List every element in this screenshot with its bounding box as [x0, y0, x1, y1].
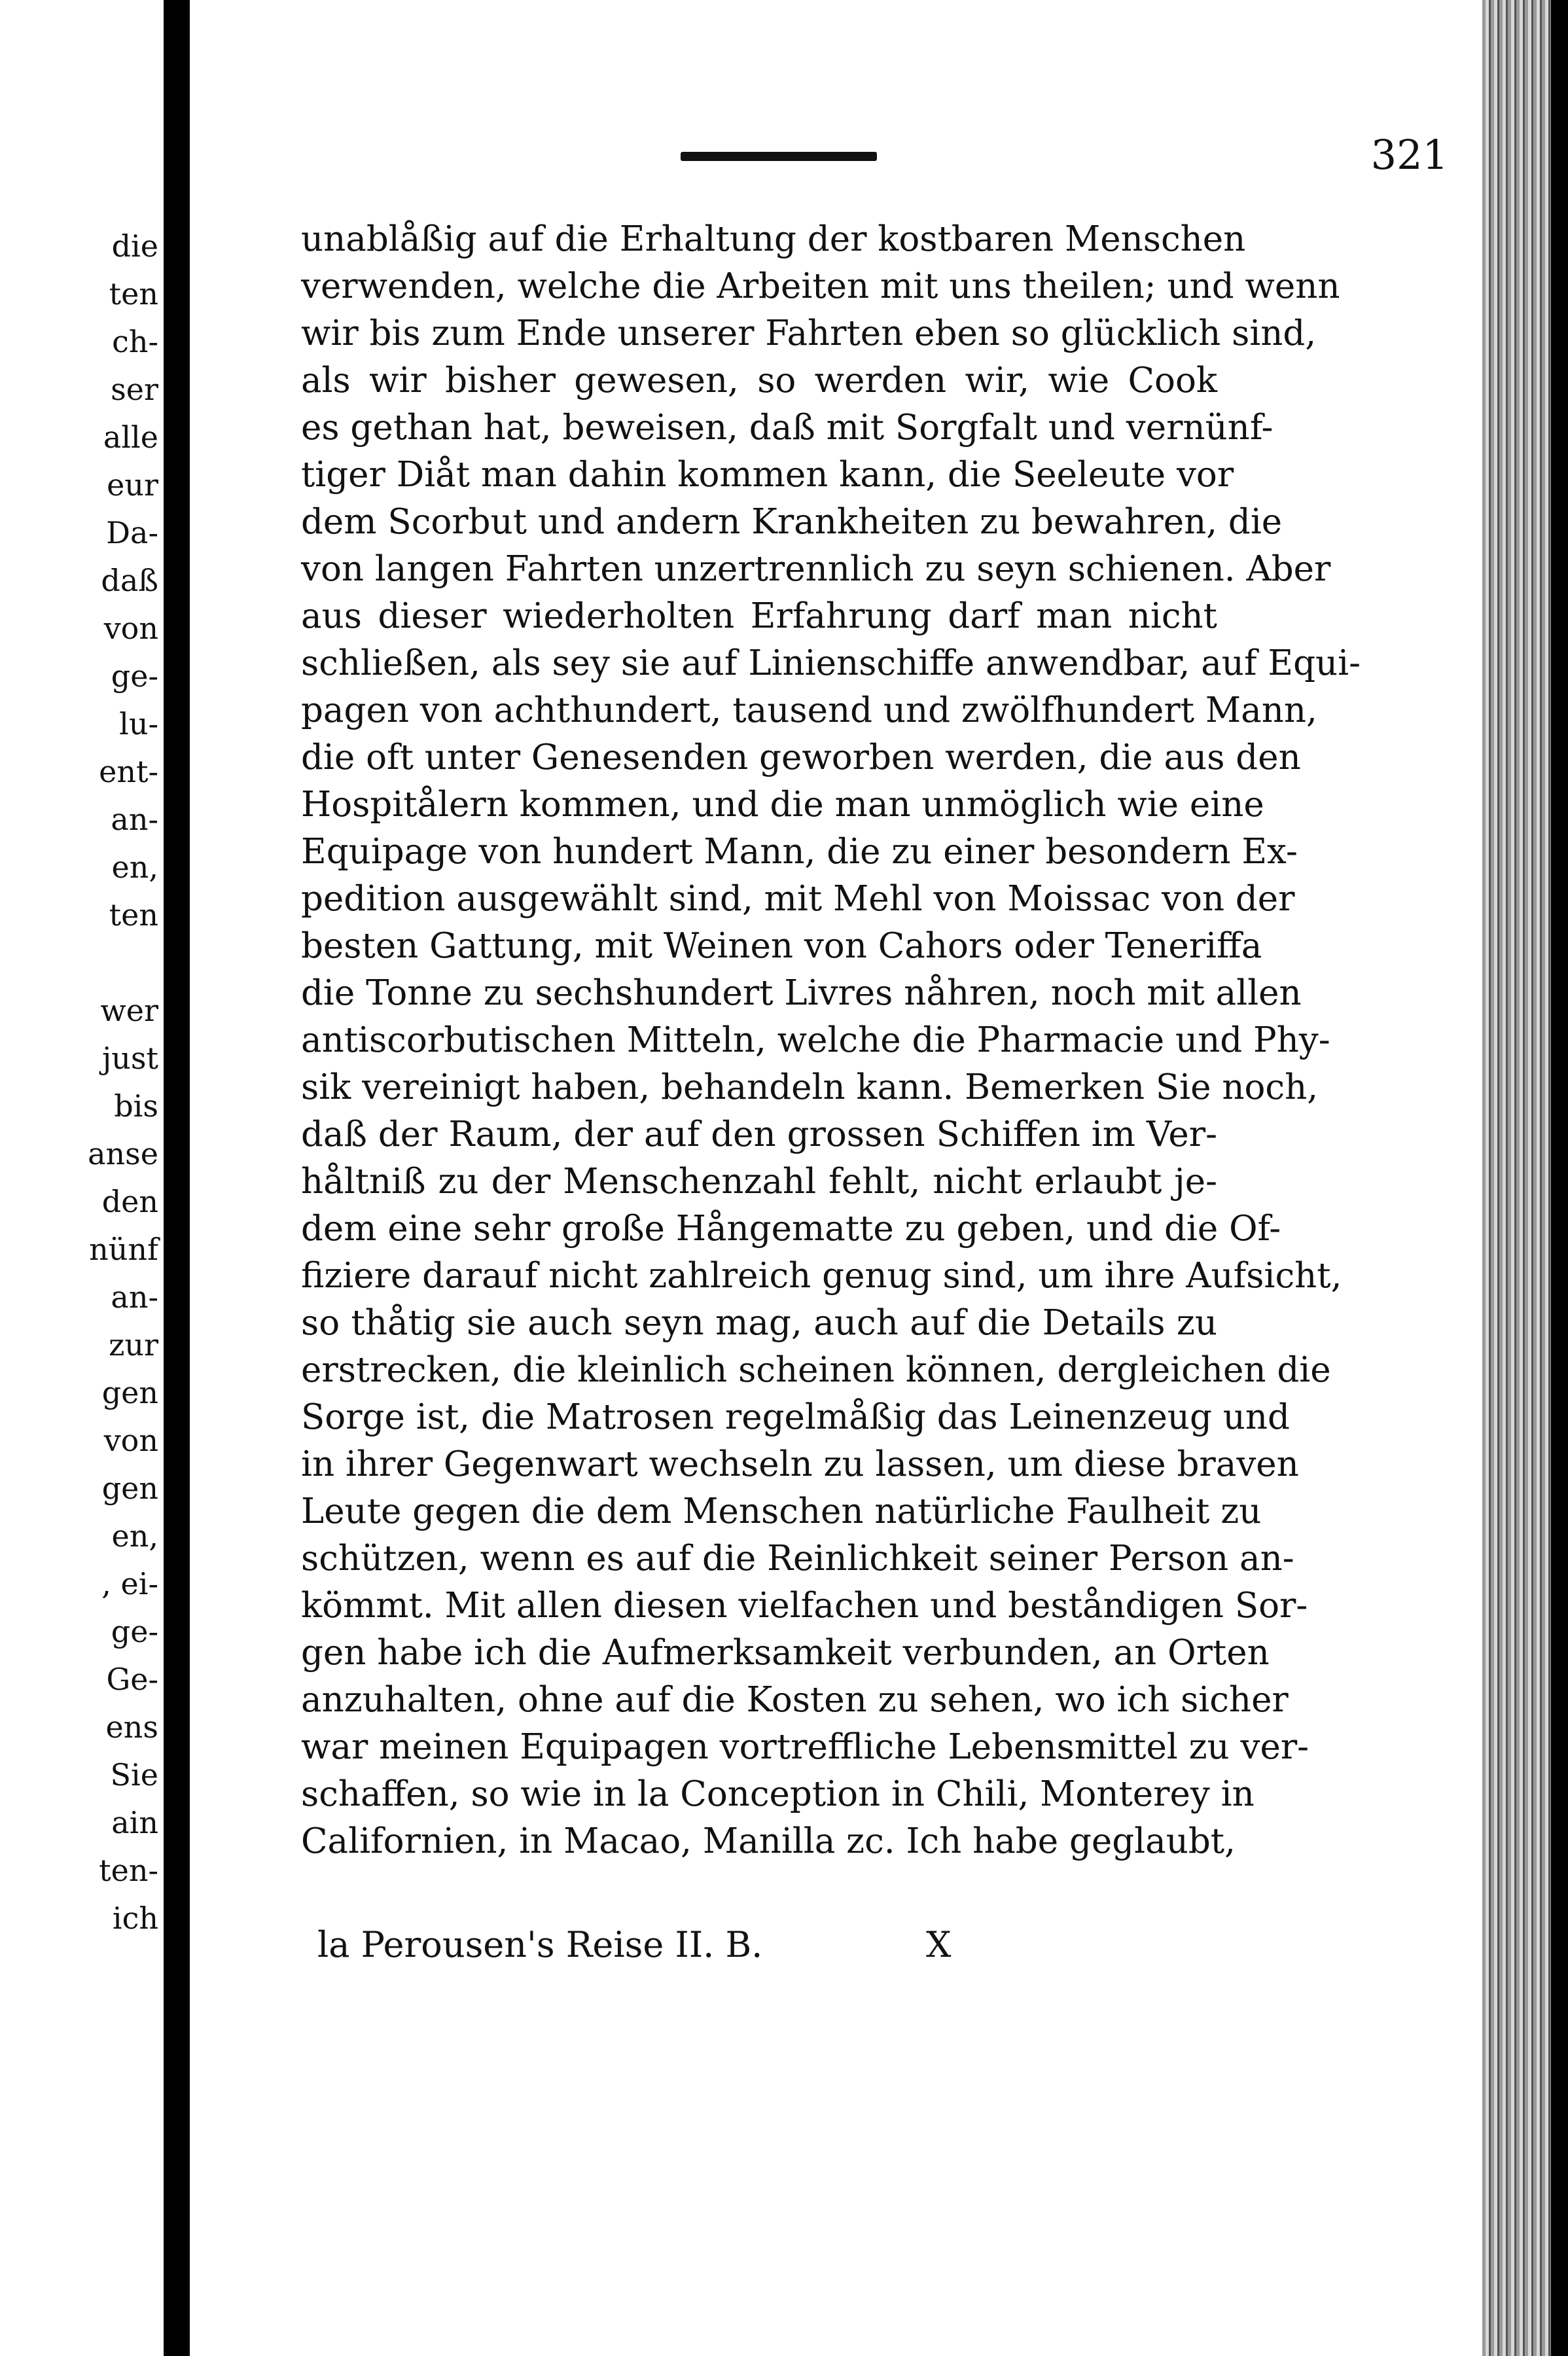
text-line: verwenden, welche die Arbeiten mit uns theilen; und wenn [301, 266, 1340, 306]
previous-page-text-fragments [0, 223, 158, 1942]
fragment-line: anse [88, 1136, 158, 1171]
fragment-line: ch- [112, 324, 158, 359]
fragment-line: den [101, 1184, 158, 1219]
fragment-line: en, [111, 1518, 158, 1554]
fragment-line: ser [111, 372, 158, 407]
fragment-line: alle [103, 419, 158, 455]
text-line: besten Gattung, mit Weinen von Cahors oder Teneriffa [301, 926, 1262, 966]
text-line: in ihrer Gegenwart wechseln zu lassen, um diese braven [301, 1444, 1299, 1484]
text-line: Equipage von hundert Mann, die zu einer besondern Ex- [301, 832, 1298, 872]
fragment-line: ten [109, 897, 158, 933]
fragment-line: ten [109, 276, 158, 312]
text-line: pagen von achthundert, tausend und zwölfhundert Mann, [301, 690, 1317, 730]
text-line: aus dieser wiederholten Erfahrung darf man nicht [301, 596, 1217, 636]
text-line: fiziere darauf nicht zahlreich genug sind, um ihre Aufsicht, [301, 1256, 1342, 1296]
fragment-line: ens [105, 1709, 158, 1745]
page-number: 321 [1370, 131, 1448, 179]
text-line: die oft unter Genesenden geworben werden, die aus den [301, 738, 1301, 777]
fragment-line: wer [100, 993, 158, 1028]
fragment-line: eur [107, 467, 158, 503]
running-title: la Perousen's Reise II. B. [317, 1924, 763, 1965]
book-page [190, 0, 1482, 2356]
text-line: schützen, wenn es auf die Reinlichkeit seiner Person an- [301, 1539, 1294, 1579]
fragment-line: zur [109, 1327, 158, 1363]
fragment-line: von [103, 611, 158, 646]
text-line: daß der Raum, der auf den grossen Schiffen im Ver- [301, 1115, 1217, 1154]
fragment-line: von [103, 1423, 158, 1458]
text-line: unablåßig auf die Erhaltung der kostbaren Menschen [301, 219, 1246, 259]
fragment-line: die [111, 228, 158, 264]
page-body-text [301, 216, 1361, 1865]
text-line: so thåtig sie auch seyn mag, auch auf die Details zu [301, 1303, 1217, 1343]
text-line: als wir bisher gewesen, so werden wir, wie Cook [301, 361, 1217, 401]
text-line: tiger Diåt man dahin kommen kann, die Seeleute vor [301, 455, 1234, 495]
previous-page-edge [0, 0, 164, 2356]
fragment-line: Sie [110, 1757, 158, 1793]
page-footer [317, 1924, 1234, 1965]
text-line: dem Scorbut und andern Krankheiten zu bewahren, die [301, 502, 1283, 542]
fragment-line: ge- [111, 1614, 158, 1649]
text-line: kömmt. Mit allen diesen vielfachen und beståndigen Sor- [301, 1586, 1308, 1626]
text-line: pedition ausgewählt sind, mit Mehl von Moissac von der [301, 879, 1295, 919]
fragment-line: an- [111, 1279, 158, 1315]
book-gutter [164, 0, 190, 2356]
fragment-line: nünf [89, 1232, 158, 1267]
page-edge-shadow [1551, 0, 1568, 2356]
text-line: gen habe ich die Aufmerksamkeit verbunden, an Orten [301, 1633, 1270, 1673]
text-line: Sorge ist, die Matrosen regelmåßig das Leinenzeug und [301, 1397, 1290, 1437]
fragment-line [0, 939, 158, 987]
fragment-line: , ei- [101, 1566, 158, 1601]
fragment-line: ent- [99, 754, 158, 789]
fragment-line: ten- [99, 1853, 158, 1888]
fragment-line: lu- [119, 706, 158, 741]
text-line: håltniß zu der Menschenzahl fehlt, nicht erlaubt je- [301, 1162, 1217, 1202]
header-ornament-rule [681, 152, 877, 161]
text-line: von langen Fahrten unzertrennlich zu seyn schienen. Aber [301, 549, 1331, 589]
text-line: antiscorbutischen Mitteln, welche die Pharmacie und Phy- [301, 1020, 1330, 1060]
text-line: Leute gegen die dem Menschen natürliche Faulheit zu [301, 1491, 1262, 1531]
text-line: anzuhalten, ohne auf die Kosten zu sehen, wo ich sicher [301, 1680, 1289, 1720]
signature-mark: X [926, 1924, 952, 1965]
fragment-line: gen [101, 1375, 158, 1410]
text-line: wir bis zum Ende unserer Fahrten eben so glücklich sind, [301, 313, 1317, 353]
fragment-line: ain [111, 1805, 158, 1840]
fragment-line: Da- [106, 515, 158, 550]
fragment-line: ich [112, 1901, 158, 1936]
text-line: schließen, als sey sie auf Linienschiffe anwendbar, auf Equi- [301, 643, 1361, 683]
fragment-line: gen [101, 1471, 158, 1506]
text-line: es gethan hat, beweisen, daß mit Sorgfalt und vernünf- [301, 408, 1274, 448]
fragment-line: just [102, 1041, 158, 1076]
text-line: sik vereinigt haben, behandeln kann. Bemerken Sie noch, [301, 1067, 1319, 1107]
text-line: erstrecken, die kleinlich scheinen können, dergleichen die [301, 1350, 1331, 1390]
text-line: die Tonne zu sechshundert Livres nåhren, noch mit allen [301, 973, 1302, 1013]
text-line: Californien, in Macao, Manilla zc. Ich habe geglaubt, [301, 1821, 1236, 1861]
fragment-line: Ge- [106, 1662, 158, 1697]
fragment-line: en, [111, 849, 158, 885]
text-line: war meinen Equipagen vortreffliche Lebensmittel zu ver- [301, 1727, 1310, 1767]
fragment-line: bis [114, 1088, 158, 1124]
text-line: Hospitålern kommen, und die man unmöglich wie eine [301, 785, 1264, 825]
text-line: schaffen, so wie in la Conception in Chili, Monterey in [301, 1774, 1255, 1814]
fragment-line: daß [101, 563, 158, 598]
text-line: dem eine sehr große Hångematte zu geben, und die Of- [301, 1209, 1281, 1249]
fragment-line: an- [111, 802, 158, 837]
fragment-line: ge- [111, 658, 158, 694]
